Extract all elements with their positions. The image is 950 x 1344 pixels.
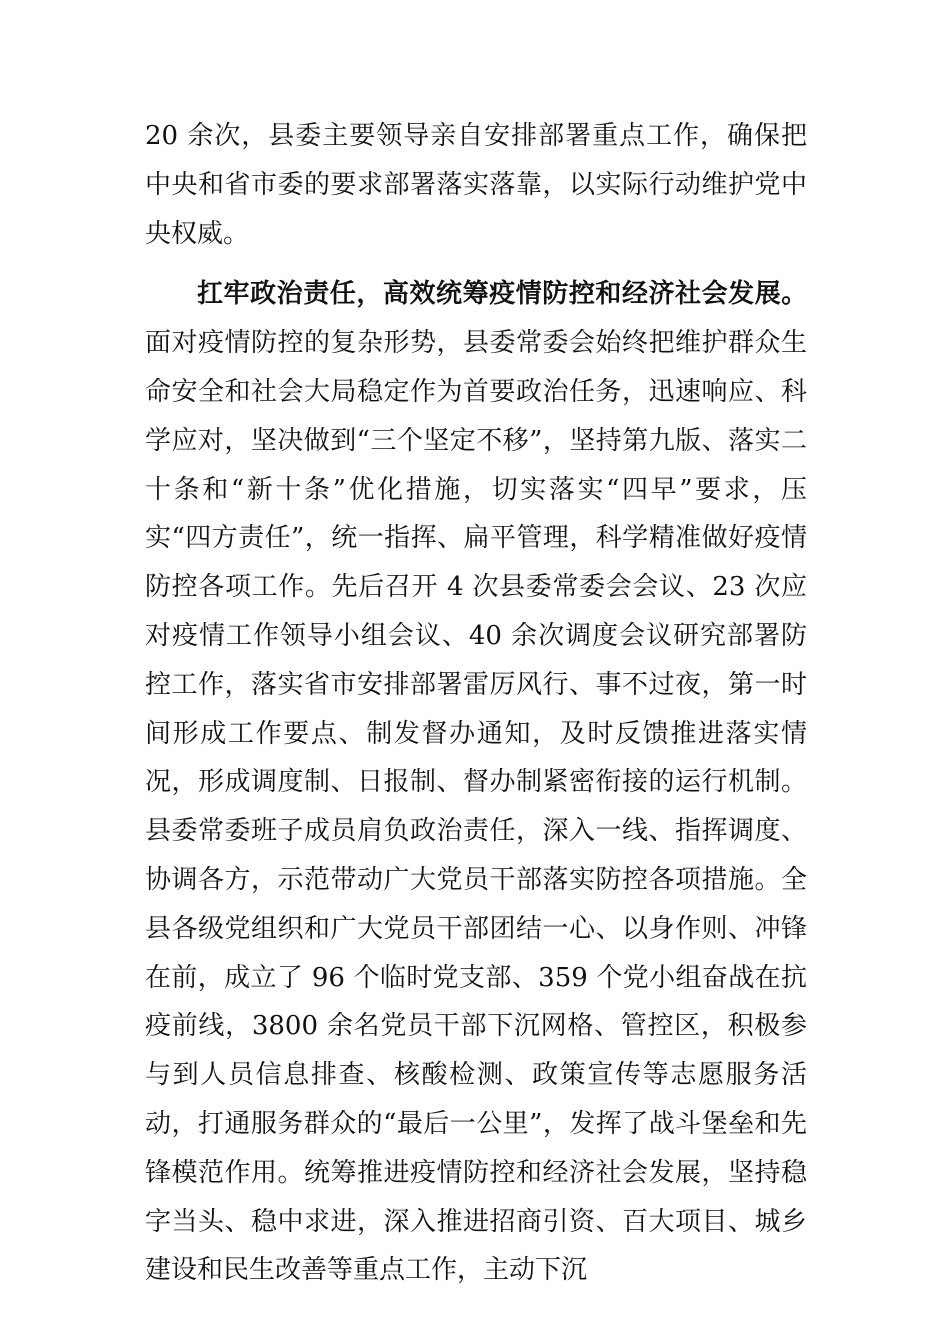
paragraph-political-responsibility xyxy=(145,270,807,1295)
paragraph-continued: 20 余次，县委主要领导亲自安排部署重点工作，确保把中央和省市委的要求部署落实落靠，以实际行动维护党中央权威。 xyxy=(145,121,807,249)
document-body xyxy=(145,112,807,1295)
paragraph-body-text: 面对疫情防控的复杂形势，县委常委会始终把维护群众生命安全和社会大局稳定作为首要政治任务，迅速响应、科学应对，坚决做到“三个坚定不移”，坚持第九版、落实二十条和“新十条”优化措施，切实落实“四早”要求，压实“四方责任”，统一指挥、扁平管理，科学精准做好疫情防控各项工作。先后召开 4 次县委常委会会议、23 次应对疫情工作领导小组会议、40 余次调度会议研究部署防控工作，落实省市安排部署雷厉风行、事不过夜，第一时间形成工作要点、制发督办通知，及时反馈推进落实情况，形成调度制、日报制、督办制紧密衔接的运行机制。县委常委班子成员肩负政治责任，深入一线、指挥调度、协调各方，示范带动广大党员干部落实防控各项措施。全县各级党组织和广大党员干部团结一心、以身作则、冲锋在前，成立了 96 个临时党支部、359 个党小组奋战在抗疫前线，3800 余名党员干部下沉网格、管控区，积极参与到人员信息排查、核酸检测、政策宣传等志愿服务活动，打通服务群众的“最后一公里”，发挥了战斗堡垒和先锋模范作用。统筹推进疫情防控和经济社会发展，坚持稳字当头、稳中求进，深入推进招商引资、百大项目、城乡建设和民生改善等重点工作，主动下沉 xyxy=(145,328,807,1286)
paragraph-lead-heading: 扛牢政治责任，高效统筹疫情防控和经济社会发展。 xyxy=(197,279,807,310)
